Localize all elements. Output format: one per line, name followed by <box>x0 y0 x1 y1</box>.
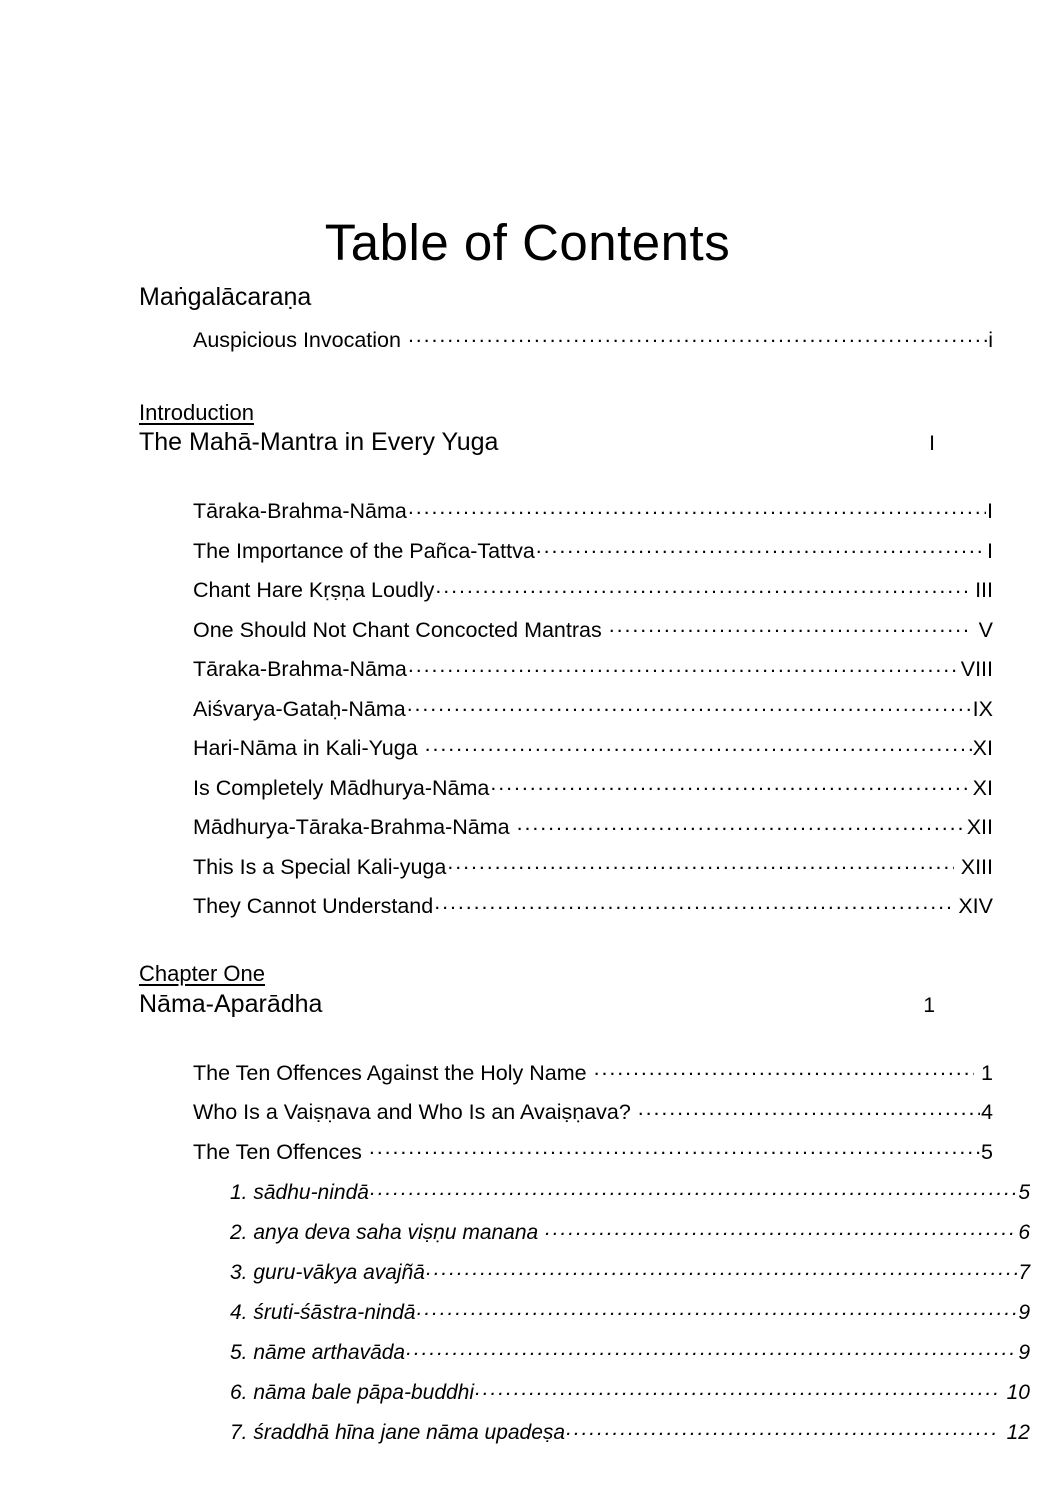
toc-subentry[interactable] <box>139 1258 1030 1285</box>
toc-entry-label: Chant Hare Kṛṣṇa Loudly <box>193 578 435 603</box>
toc-entry[interactable] <box>139 1058 993 1086</box>
chapter-entry-page: I <box>929 432 935 456</box>
section-heading-mangalacarana: Maṅgalācaraṇa <box>139 283 312 311</box>
toc-subentry-page: 5 <box>1018 1180 1030 1204</box>
dot-leader <box>490 773 971 795</box>
toc-body <box>139 282 1030 1445</box>
toc-entry-page: 1 <box>975 1060 993 1085</box>
toc-entry-page: III <box>969 578 993 603</box>
dot-leader <box>638 1098 980 1120</box>
dot-leader <box>406 1338 1017 1359</box>
spacer <box>139 459 939 485</box>
toc-entry-page: VIII <box>960 657 993 682</box>
chapter-entry-page: 1 <box>923 993 935 1017</box>
spacer <box>139 353 939 399</box>
toc-entry[interactable] <box>139 892 993 920</box>
toc-entry-label: The Ten Offences <box>193 1139 368 1164</box>
toc-entry-page: i <box>988 327 993 352</box>
part-label-introduction: Introduction <box>139 399 254 425</box>
dot-leader <box>435 576 968 598</box>
toc-entry-page: XIII <box>954 854 993 879</box>
dot-leader <box>426 1258 1017 1279</box>
dot-leader <box>566 1418 1000 1439</box>
dot-leader <box>594 1058 974 1080</box>
toc-entry-page: I <box>987 499 993 524</box>
toc-entry-label: Aiśvarya-Gataḥ-Nāma <box>193 696 406 721</box>
part-label-chapter-one: Chapter One <box>139 961 265 987</box>
toc-entry-page: V <box>972 617 993 642</box>
toc-subentry-page: 6 <box>1018 1220 1030 1244</box>
toc-entry-page: 5 <box>981 1139 993 1164</box>
toc-entry[interactable] <box>139 576 993 604</box>
toc-entry-label: Mādhurya-Tāraka-Brahma-Nāma <box>193 815 516 840</box>
chapter-entry-introduction[interactable] <box>139 426 939 459</box>
toc-entry[interactable] <box>139 1098 993 1126</box>
toc-subentry[interactable] <box>139 1378 1030 1405</box>
dot-leader <box>545 1218 1017 1239</box>
toc-subentry-label: 4. śruti-śāstra-nindā <box>230 1300 416 1324</box>
toc-entry-page: XII <box>966 815 993 840</box>
toc-entry-label: One Should Not Chant Concocted Mantras <box>193 617 608 642</box>
toc-entry[interactable] <box>139 813 993 841</box>
toc-section-mangalacarana <box>139 282 993 353</box>
toc-entry[interactable] <box>139 852 993 880</box>
toc-subentry-label: 3. guru-vākya avajñā <box>230 1260 425 1284</box>
spacer <box>139 1020 939 1046</box>
dot-leader <box>408 497 986 519</box>
dot-leader <box>408 325 987 347</box>
toc-subentry-label: 6. nāma bale pāpa-buddhi <box>230 1380 475 1404</box>
toc-subentry-label: 2. anya deva saha viṣṇu manana <box>230 1220 545 1244</box>
toc-subentry[interactable] <box>139 1178 1030 1205</box>
toc-subentry[interactable] <box>139 1338 1030 1365</box>
toc-section-introduction <box>139 399 993 920</box>
toc-entry-label: Tāraka-Brahma-Nāma <box>193 499 407 524</box>
toc-entry-page: XI <box>972 736 993 761</box>
toc-subentry-page: 10 <box>1000 1380 1030 1404</box>
toc-entry-page: XI <box>972 775 993 800</box>
toc-entry-page: IX <box>972 696 993 721</box>
dot-leader <box>407 694 972 716</box>
dot-leader <box>417 1298 1018 1319</box>
chapter-entry-label: The Mahā-Mantra in Every Yuga <box>139 428 499 457</box>
toc-subentry-label: 7. śraddhā hīna jane nāma upadeṣa <box>230 1420 566 1444</box>
dot-leader <box>536 536 986 558</box>
toc-entry-label: The Ten Offences Against the Holy Name <box>193 1060 593 1085</box>
chapter-entry-nama-aparadha[interactable] <box>139 988 939 1021</box>
toc-subentry-label: 5. nāme arthavāda <box>230 1340 406 1364</box>
toc-subentry-page: 12 <box>1000 1420 1030 1444</box>
dot-leader <box>369 1137 980 1159</box>
toc-entry[interactable] <box>139 694 993 722</box>
dot-leader <box>475 1378 1000 1399</box>
toc-entry[interactable] <box>139 325 993 353</box>
toc-entry[interactable] <box>139 773 993 801</box>
dot-leader <box>447 852 953 874</box>
toc-subentry-page: 9 <box>1018 1340 1030 1364</box>
toc-entry-page: I <box>987 538 993 563</box>
toc-subentry-page: 7 <box>1018 1260 1030 1284</box>
page-title: Table of Contents <box>324 214 731 272</box>
toc-entry-label: Is Completely Mādhurya-Nāma <box>193 775 490 800</box>
toc-entry-page: 4 <box>981 1100 993 1125</box>
toc-entry[interactable] <box>139 655 993 683</box>
toc-entry-label: This Is a Special Kali-yuga <box>193 854 447 879</box>
toc-entry[interactable] <box>139 1137 993 1165</box>
toc-section-chapter-one <box>139 960 1030 1445</box>
toc-entry[interactable] <box>139 734 993 762</box>
toc-subentry-label: 1. sādhu-nindā <box>230 1180 369 1204</box>
toc-entry[interactable] <box>139 536 993 564</box>
toc-subentry-page: 9 <box>1018 1300 1030 1324</box>
toc-entry-label: Who Is a Vaiṣṇava and Who Is an Avaiṣṇava? <box>193 1100 637 1125</box>
dot-leader <box>434 892 951 914</box>
dot-leader <box>517 813 966 835</box>
toc-subentry[interactable] <box>139 1218 1030 1245</box>
dot-leader <box>370 1178 1017 1199</box>
dot-leader <box>408 655 960 677</box>
toc-subentry[interactable] <box>139 1418 1030 1445</box>
toc-entry-label: Hari-Nāma in Kali-Yuga <box>193 736 424 761</box>
toc-subentry[interactable] <box>139 1298 1030 1325</box>
toc-entry[interactable] <box>139 615 993 643</box>
toc-entry-label: Tāraka-Brahma-Nāma <box>193 657 407 682</box>
toc-entry-page: XIV <box>952 894 993 919</box>
toc-entry-label: They Cannot Understand <box>193 894 434 919</box>
toc-entry[interactable] <box>139 497 993 525</box>
spacer <box>139 919 939 960</box>
chapter-entry-label: Nāma-Aparādha <box>139 989 323 1018</box>
dot-leader <box>609 615 972 637</box>
dot-leader <box>425 734 972 756</box>
toc-entry-label: The Importance of the Pañca-Tattva <box>193 538 535 563</box>
toc-entry-label: Auspicious Invocation <box>193 327 407 352</box>
